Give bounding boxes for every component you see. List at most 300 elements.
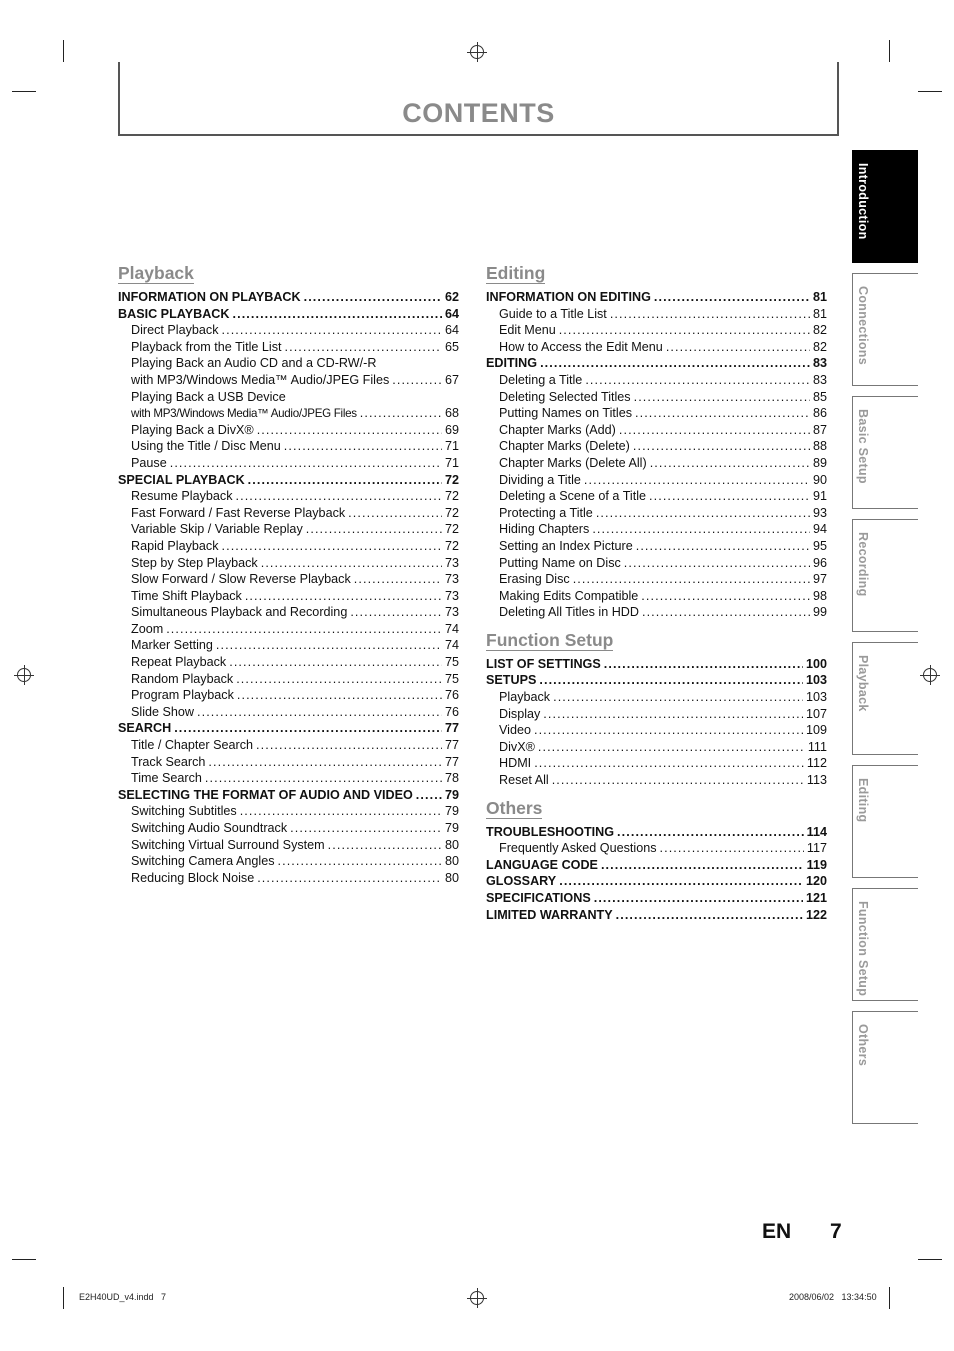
toc-entry-page: 112 xyxy=(806,756,827,771)
registration-mark-icon xyxy=(923,668,937,682)
toc-entry-label: Zoom xyxy=(131,621,164,636)
toc-entry[interactable] xyxy=(118,853,459,870)
toc-entry-page: 81 xyxy=(812,306,827,321)
toc-entry-page: 122 xyxy=(805,907,827,922)
dot-leader xyxy=(392,372,442,389)
toc-entry[interactable] xyxy=(486,706,827,723)
dot-leader xyxy=(354,571,442,588)
toc-entry-page: 81 xyxy=(812,290,827,304)
toc-entry[interactable] xyxy=(118,704,459,721)
toc-entry[interactable] xyxy=(118,438,459,455)
dot-leader xyxy=(236,671,442,688)
toc-entry-page: 73 xyxy=(444,605,459,620)
toc-entry[interactable] xyxy=(118,289,459,306)
dot-leader xyxy=(328,837,442,854)
toc-entry-page: 72 xyxy=(444,489,459,504)
toc-entry-label: Deleting a Scene of a Title xyxy=(499,489,647,504)
toc-entry[interactable] xyxy=(486,538,827,555)
toc-entry[interactable] xyxy=(118,472,459,489)
tab-introduction[interactable] xyxy=(852,150,918,263)
toc-entry-label: Playing Back a DivX® xyxy=(131,422,254,437)
toc-entry-page: 64 xyxy=(444,306,459,321)
dot-leader xyxy=(245,588,442,605)
toc-entry-page: 71 xyxy=(444,455,459,470)
toc-entry[interactable] xyxy=(118,389,459,406)
tab-label: Others xyxy=(856,1024,870,1067)
dot-leader xyxy=(170,455,442,472)
toc-entry-label: Video xyxy=(499,723,531,738)
dot-leader xyxy=(257,422,442,439)
toc-entry[interactable] xyxy=(118,671,459,688)
toc-entry-page: 77 xyxy=(444,738,459,753)
toc-entry-label: Erasing Disc xyxy=(499,572,570,587)
dot-leader xyxy=(205,770,442,787)
toc-section xyxy=(486,799,827,924)
toc-entry-page: 100 xyxy=(805,656,827,671)
toc-entry-page: 74 xyxy=(444,638,459,653)
toc-entry-page: 74 xyxy=(444,621,459,636)
registration-mark-icon xyxy=(17,668,31,682)
toc-entry-label: Deleting All Titles in HDD xyxy=(499,605,639,620)
toc-entry-label: Making Edits Compatible xyxy=(499,588,639,603)
toc-entry-page: 68 xyxy=(444,406,459,421)
toc-entry-label: Playback from the Title List xyxy=(131,339,282,354)
toc-entry[interactable] xyxy=(486,907,827,924)
dot-leader xyxy=(636,538,810,555)
tab-label: Introduction xyxy=(856,163,870,240)
toc-entry-label: Simultaneous Playback and Recording xyxy=(131,605,348,620)
toc-entry[interactable] xyxy=(118,505,459,522)
toc-entry-label: Step by Step Playback xyxy=(131,555,258,570)
dot-leader xyxy=(654,289,810,306)
toc-entry-label: Edit Menu xyxy=(499,323,556,338)
toc-entry[interactable] xyxy=(486,588,827,605)
dot-leader xyxy=(166,621,442,638)
dot-leader xyxy=(642,604,810,621)
toc-entry-label: LANGUAGE CODE xyxy=(486,857,598,872)
toc-entry-label: Playback xyxy=(499,690,551,705)
toc-entry[interactable] xyxy=(118,339,459,356)
toc-entry[interactable] xyxy=(486,555,827,572)
toc-entry-label: Dividing a Title xyxy=(499,472,581,487)
toc-entry-label: EDITING xyxy=(486,356,538,371)
dot-leader xyxy=(610,306,810,323)
toc-entry[interactable] xyxy=(486,355,827,372)
toc-entry[interactable] xyxy=(118,604,459,621)
toc-entry-page: 103 xyxy=(805,690,827,705)
toc-entry-page: 82 xyxy=(812,339,827,354)
toc-section xyxy=(486,631,827,789)
toc-entry-label: with MP3/Windows Media™ Audio/JPEG Files xyxy=(131,372,390,387)
toc-entry-label: with MP3/Windows Media™ Audio/JPEG Files xyxy=(131,407,357,421)
toc-entry-page: 71 xyxy=(444,439,459,454)
tab-label: Basic Setup xyxy=(856,409,870,484)
toc-entry-page: 83 xyxy=(812,356,827,371)
toc-entry[interactable] xyxy=(486,472,827,489)
toc-entry-page: 96 xyxy=(812,555,827,570)
toc-entry-page: 119 xyxy=(806,857,827,872)
dot-leader xyxy=(534,755,804,772)
toc-entry[interactable] xyxy=(118,803,459,820)
toc-entry[interactable] xyxy=(486,422,827,439)
toc-entry-label: Fast Forward / Fast Reverse Playback xyxy=(131,505,346,520)
toc-entry[interactable] xyxy=(118,687,459,704)
toc-entry-label: Slide Show xyxy=(131,704,195,719)
dot-leader xyxy=(585,372,810,389)
toc-entry-label: Chapter Marks (Delete All) xyxy=(499,455,647,470)
toc-entry-page: 99 xyxy=(812,605,827,620)
toc-entry[interactable] xyxy=(486,322,827,339)
toc-entry-page: 77 xyxy=(444,721,459,736)
tab-label: Function Setup xyxy=(856,901,870,997)
toc-entry-page: 67 xyxy=(444,372,459,387)
dot-leader xyxy=(257,870,442,887)
toc-entry[interactable] xyxy=(486,873,827,890)
toc-entry-page: 64 xyxy=(444,323,459,338)
toc-entry[interactable] xyxy=(486,521,827,538)
toc-entry-label: Chapter Marks (Delete) xyxy=(499,439,630,454)
toc-entry[interactable] xyxy=(118,571,459,588)
dot-leader xyxy=(261,555,442,572)
dot-leader xyxy=(222,322,442,339)
toc-entry-page: 109 xyxy=(805,723,827,738)
toc-entry[interactable] xyxy=(486,689,827,706)
toc-entry[interactable] xyxy=(118,455,459,472)
toc-entry-page: 114 xyxy=(806,824,827,839)
toc-entry-page: 90 xyxy=(812,472,827,487)
dot-leader xyxy=(284,438,442,455)
crop-mark xyxy=(889,1287,890,1309)
tab-label: Recording xyxy=(856,532,870,597)
dot-leader xyxy=(540,355,810,372)
toc-entry[interactable] xyxy=(118,837,459,854)
toc-entry[interactable] xyxy=(486,289,827,306)
toc-entry[interactable] xyxy=(486,755,827,772)
toc-entry-label: Switching Subtitles xyxy=(131,804,237,819)
toc-entry-page: 85 xyxy=(812,389,827,404)
toc-entry-label: Chapter Marks (Add) xyxy=(499,422,616,437)
tab-editing[interactable] xyxy=(852,765,918,878)
dot-leader xyxy=(634,389,810,406)
dot-leader xyxy=(256,737,442,754)
title-frame xyxy=(118,62,839,136)
toc-entry[interactable] xyxy=(486,890,827,907)
toc-entry-page: 75 xyxy=(444,655,459,670)
dot-leader xyxy=(285,339,442,356)
dot-leader xyxy=(573,571,810,588)
toc-entry-label: HDMI xyxy=(499,756,532,771)
section-heading: Playback xyxy=(118,263,194,283)
toc-entry-label: Frequently Asked Questions xyxy=(499,841,657,856)
toc-entry-page: 88 xyxy=(812,439,827,454)
toc-entry-label: Slow Forward / Slow Reverse Playback xyxy=(131,572,351,587)
toc-entry-page: 80 xyxy=(444,837,459,852)
toc-entry-label: Resume Playback xyxy=(131,489,233,504)
toc-entry[interactable] xyxy=(118,720,459,737)
toc-entry[interactable] xyxy=(118,538,459,555)
dot-leader xyxy=(616,907,803,924)
toc-entry-label: Variable Skip / Variable Replay xyxy=(131,522,303,537)
dot-leader xyxy=(624,555,810,572)
toc-entry-label: Direct Playback xyxy=(131,323,219,338)
dot-leader xyxy=(216,637,442,654)
dot-leader xyxy=(552,772,804,789)
toc-entry-label: How to Access the Edit Menu xyxy=(499,339,663,354)
toc-entry-page: 79 xyxy=(444,787,459,802)
toc-entry-page: 93 xyxy=(812,505,827,520)
toc-entry-label: Putting Name on Disc xyxy=(499,555,621,570)
crop-mark xyxy=(63,40,64,62)
toc-entry-label: Reset All xyxy=(499,773,549,788)
dot-leader xyxy=(559,873,803,890)
toc-entry-page: 73 xyxy=(444,572,459,587)
toc-entry-page: 79 xyxy=(444,821,459,835)
toc-entry-label: SETUPS xyxy=(486,673,537,688)
toc-entry[interactable] xyxy=(486,389,827,406)
toc-entry-label: Reducing Block Noise xyxy=(131,870,255,885)
toc-entry-page: 76 xyxy=(444,704,459,719)
toc-entry-label: Time Search xyxy=(131,771,202,786)
toc-entry-page: 120 xyxy=(805,874,827,889)
toc-entry[interactable] xyxy=(486,505,827,522)
dot-leader xyxy=(650,455,810,472)
toc-entry[interactable] xyxy=(486,488,827,505)
toc-entry-page: 113 xyxy=(806,773,827,788)
dot-leader xyxy=(553,689,803,706)
toc-column-left xyxy=(118,264,459,896)
toc-section xyxy=(486,264,827,621)
toc-entry[interactable] xyxy=(118,870,459,887)
toc-entry-page: 121 xyxy=(805,891,827,905)
dot-leader xyxy=(635,405,810,422)
dot-leader xyxy=(666,339,810,356)
dot-leader xyxy=(278,853,442,870)
tab-label: Connections xyxy=(856,286,870,365)
toc-entry-label: Program Playback xyxy=(131,688,234,703)
dot-leader xyxy=(416,787,442,804)
toc-entry-page: 76 xyxy=(444,688,459,703)
toc-entry[interactable] xyxy=(486,672,827,689)
toc-entry-page: 78 xyxy=(444,771,459,786)
toc-entry-page: 89 xyxy=(812,455,827,470)
toc-entry-page: 83 xyxy=(812,372,827,387)
crop-mark xyxy=(63,1287,64,1309)
toc-entry-page: 97 xyxy=(812,572,827,587)
toc-entry-label: Playing Back an Audio CD and a CD-RW/-R xyxy=(131,356,377,371)
toc-entry-label: Random Playback xyxy=(131,671,234,686)
tab-playback[interactable] xyxy=(852,642,918,755)
toc-entry-label: Marker Setting xyxy=(131,638,213,653)
chapter-tabs xyxy=(852,150,918,1134)
crop-mark xyxy=(889,40,890,62)
dot-leader xyxy=(539,672,803,689)
toc-entry-page: 117 xyxy=(806,841,827,856)
dot-leader xyxy=(233,306,442,323)
toc-entry[interactable] xyxy=(118,754,459,771)
toc-entry-label: INFORMATION ON PLAYBACK xyxy=(118,290,301,304)
toc-entry-page: 86 xyxy=(812,406,827,421)
toc-entry-label: LIMITED WARRANTY xyxy=(486,907,613,922)
page-number: 7 xyxy=(830,1220,842,1243)
toc-entry[interactable] xyxy=(118,621,459,638)
toc-entry-label: Deleting Selected Titles xyxy=(499,389,631,404)
tab-connections[interactable] xyxy=(852,273,918,386)
toc-entry[interactable] xyxy=(118,405,459,422)
toc-entry-label: Rapid Playback xyxy=(131,538,219,553)
toc-entry[interactable] xyxy=(486,372,827,389)
toc-entry-label: SPECIAL PLAYBACK xyxy=(118,472,245,487)
section-heading: Function Setup xyxy=(486,629,614,650)
dot-leader xyxy=(348,505,442,522)
toc-entry[interactable] xyxy=(486,455,827,472)
toc-entry[interactable] xyxy=(486,604,827,621)
toc-entry-page: 107 xyxy=(805,706,827,721)
toc-entry-label: TROUBLESHOOTING xyxy=(486,824,615,839)
toc-entry[interactable] xyxy=(118,521,459,538)
toc-entry[interactable] xyxy=(118,820,459,837)
toc-entry-label: Setting an Index Picture xyxy=(499,538,633,553)
toc-entry[interactable] xyxy=(486,857,827,874)
toc-entry-page: 73 xyxy=(444,555,459,570)
toc-entry[interactable] xyxy=(486,656,827,673)
toc-entry-page: 69 xyxy=(444,422,459,437)
dot-leader xyxy=(641,588,810,605)
dot-leader xyxy=(543,706,803,723)
toc-entry-page: 72 xyxy=(444,472,459,487)
toc-entry-page: 95 xyxy=(812,538,827,553)
dot-leader xyxy=(596,505,810,522)
toc-entry-page: 82 xyxy=(812,323,827,338)
toc-entry[interactable] xyxy=(486,339,827,356)
toc-entry-page: 62 xyxy=(444,290,459,304)
toc-entry-label: Display xyxy=(499,706,541,721)
toc-entry-page: 94 xyxy=(812,522,827,537)
toc-section xyxy=(118,264,459,886)
toc-entry-label: Switching Virtual Surround System xyxy=(131,837,325,852)
toc-entry[interactable] xyxy=(118,588,459,605)
dot-leader xyxy=(601,857,804,874)
toc-entry-page: 79 xyxy=(444,804,459,819)
toc-entry[interactable] xyxy=(118,355,459,372)
tab-others[interactable] xyxy=(852,1011,918,1124)
dot-leader xyxy=(592,521,810,538)
toc-entry-label: SPECIFICATIONS xyxy=(486,891,591,905)
crop-mark xyxy=(12,91,36,92)
crop-mark xyxy=(12,1259,36,1260)
dot-leader xyxy=(649,488,810,505)
dot-leader xyxy=(237,687,442,704)
dot-leader xyxy=(306,521,442,538)
dot-leader xyxy=(350,604,442,621)
dot-leader xyxy=(594,890,803,907)
toc-entry-label: Deleting a Title xyxy=(499,372,583,387)
toc-entry-page: 91 xyxy=(812,489,827,504)
toc-entry-label: Track Search xyxy=(131,754,206,769)
toc-entry[interactable] xyxy=(486,840,827,857)
toc-entry[interactable] xyxy=(486,571,827,588)
dot-leader xyxy=(208,754,442,771)
section-heading: Others xyxy=(486,797,543,818)
section-heading: Editing xyxy=(486,263,546,283)
toc-entry-page: 80 xyxy=(444,854,459,869)
toc-entry[interactable] xyxy=(118,555,459,572)
toc-column-right xyxy=(486,264,827,933)
toc-entry[interactable] xyxy=(486,722,827,739)
toc-entry[interactable] xyxy=(486,405,827,422)
toc-entry-page: 98 xyxy=(812,588,827,603)
toc-entry-label: BASIC PLAYBACK xyxy=(118,306,230,321)
toc-entry-label: Time Shift Playback xyxy=(131,588,242,603)
toc-entry-label: Switching Audio Soundtrack xyxy=(131,821,288,835)
toc-entry[interactable] xyxy=(118,422,459,439)
toc-entry[interactable] xyxy=(486,824,827,841)
toc-entry-page: 87 xyxy=(812,422,827,437)
toc-entry-page: 80 xyxy=(444,870,459,885)
toc-entry-page: 73 xyxy=(444,588,459,603)
tab-function-setup[interactable] xyxy=(852,888,918,1001)
toc-entry[interactable] xyxy=(118,488,459,505)
toc-entry-label: Pause xyxy=(131,455,167,470)
toc-entry-label: SEARCH xyxy=(118,721,172,736)
dot-leader xyxy=(559,322,810,339)
toc-entry[interactable] xyxy=(118,322,459,339)
toc-entry-label: Protecting a Title xyxy=(499,505,593,520)
toc-entry[interactable] xyxy=(118,306,459,323)
toc-entry[interactable] xyxy=(486,306,827,323)
dot-leader xyxy=(534,722,803,739)
toc-entry[interactable] xyxy=(118,770,459,787)
toc-entry-page: 111 xyxy=(807,739,827,754)
toc-entry-page: 103 xyxy=(805,673,827,688)
toc-entry-label: Putting Names on Titles xyxy=(499,406,632,421)
dot-leader xyxy=(660,840,804,857)
toc-entry[interactable] xyxy=(486,739,827,756)
tab-label: Editing xyxy=(856,778,870,823)
registration-mark-icon xyxy=(470,1291,484,1305)
toc-entry-label: Using the Title / Disc Menu xyxy=(131,439,281,454)
toc-entry-label: Repeat Playback xyxy=(131,655,227,670)
dot-leader xyxy=(633,438,810,455)
toc-entry-label: INFORMATION ON EDITING xyxy=(486,290,651,304)
toc-entry[interactable] xyxy=(118,637,459,654)
registration-mark-icon xyxy=(470,45,484,59)
tab-basic-setup[interactable] xyxy=(852,396,918,509)
toc-entry[interactable] xyxy=(118,737,459,754)
dot-leader xyxy=(248,472,442,489)
crop-mark xyxy=(918,91,942,92)
tab-recording[interactable] xyxy=(852,519,918,632)
toc-entry-page: 75 xyxy=(444,671,459,686)
toc-entry-label: Switching Camera Angles xyxy=(131,854,275,869)
toc-entry[interactable] xyxy=(118,654,459,671)
toc-entry[interactable] xyxy=(486,772,827,789)
toc-entry-label: Title / Chapter Search xyxy=(131,738,254,753)
crop-mark xyxy=(918,1259,942,1260)
dot-leader xyxy=(360,405,442,422)
toc-entry-page: 72 xyxy=(444,505,459,520)
file-slug: E2H40UD_v4.indd 7 xyxy=(79,1292,167,1302)
toc-entry[interactable] xyxy=(118,787,459,804)
toc-entry-label: Hiding Chapters xyxy=(499,522,590,537)
toc-entry[interactable] xyxy=(118,372,459,389)
dot-leader xyxy=(617,824,804,841)
dot-leader xyxy=(197,704,442,721)
dot-leader xyxy=(290,820,442,837)
toc-entry[interactable] xyxy=(486,438,827,455)
language-label: EN xyxy=(762,1220,792,1243)
toc-entry-page: 65 xyxy=(444,339,459,354)
dot-leader xyxy=(538,739,805,756)
